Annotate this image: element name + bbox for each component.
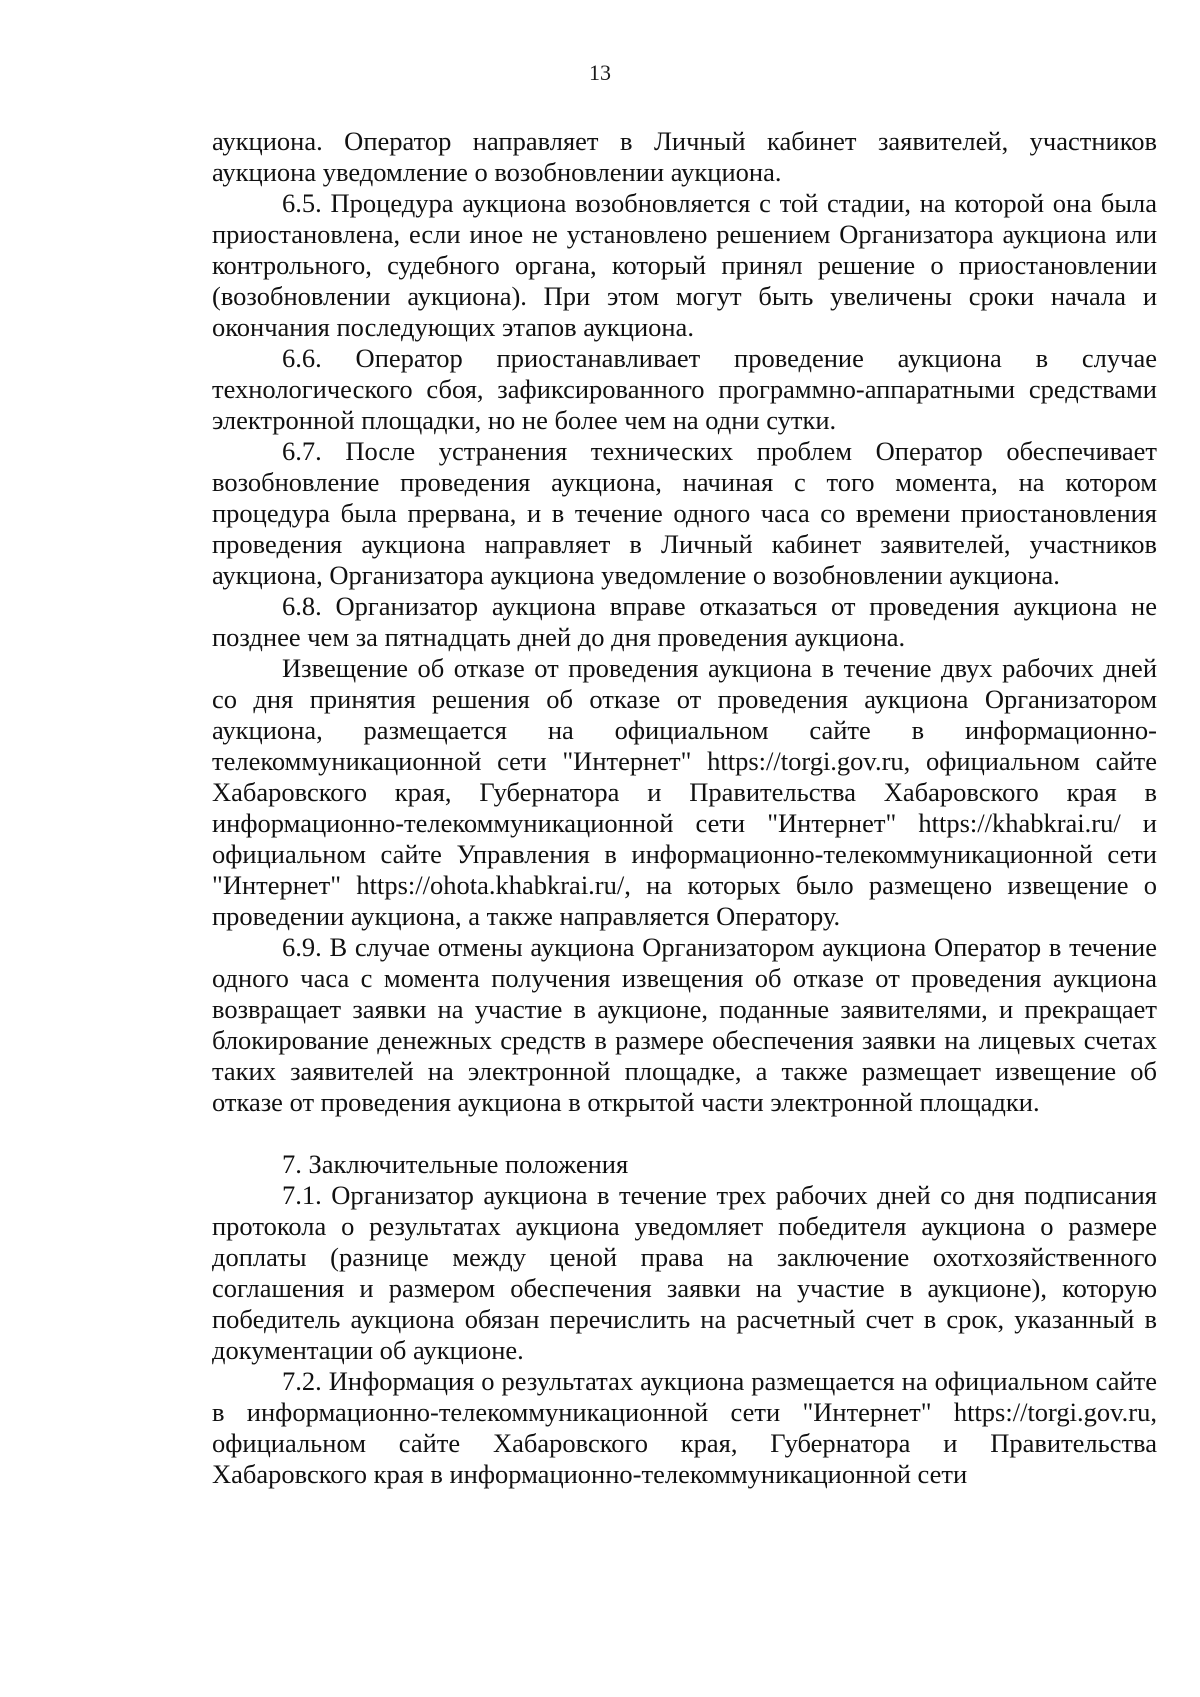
paragraph-6-5: 6.5. Процедура аукциона возобновляется с той стадии, на которой она была приостановлена, если иное не установлено решением Организатора аукциона или контрольного, судебного органа, который принял решение о приостановлении (возобновлении аукциона). При этом могут быть увеличены сроки начала и окончания последующих этапов аукциона. xyxy=(212,188,1157,342)
paragraph-6-8: 6.8. Организатор аукциона вправе отказаться от проведения аукциона не позднее чем за пятнадцать дней до дня проведения аукциона. xyxy=(212,591,1157,652)
paragraph-7-1: 7.1. Организатор аукциона в течение трех рабочих дней со дня подписания протокола о результатах аукциона уведомляет победителя аукциона о размере доплаты (разнице между ценой права на заключение охотхозяйственного соглашения и размером обеспечения заявки на участие в аукционе), которую победитель аукциона обязан перечислить на расчетный счет в срок, указанный в документации об аукционе. xyxy=(212,1180,1157,1365)
paragraph-6-6: 6.6. Оператор приостанавливает проведение аукциона в случае технологического сбоя, зафиксированного программно-аппаратными средствами электронной площадки, но не более чем на одни сутки. xyxy=(212,343,1157,435)
page-number: 13 xyxy=(589,60,611,85)
paragraph-continuation: аукциона. Оператор направляет в Личный кабинет заявителей, участников аукциона уведомление о возобновлении аукциона. xyxy=(212,126,1157,187)
paragraph-6-7: 6.7. После устранения технических проблем Оператор обеспечивает возобновление проведения аукциона, начиная с того момента, на котором процедура была прервана, и в течение одного часа со времени приостановления проведения аукциона направляет в Личный кабинет заявителей, участников аукциона, Организатора аукциона уведомление о возобновлении аукциона. xyxy=(212,436,1157,590)
section-heading: 7. Заключительные положения xyxy=(282,1149,629,1179)
paragraph-notice: Извещение об отказе от проведения аукциона в течение двух рабочих дней со дня принятия решения об отказе от проведения аукциона Организатором аукциона, размещается на официальном сайте в информационно-телекоммуникационной сети "Интернет" https://torgi.gov.ru, официальном сайте Хабаровского края, Губернатора и Правительства Хабаровского края в информационно-телекоммуникационной сети "Интернет" https://khabkrai.ru/ и официальном сайте Управления в информационно-телекоммуникационной сети "Интернет" https://ohota.khabkrai.ru/, на которых было размещено извещение о проведении аукциона, а также направляется Оператору. xyxy=(212,653,1157,931)
paragraph-7-2: 7.2. Информация о результатах аукциона размещается на официальном сайте в информационно-телекоммуникационной сети "Интернет" https://torgi.gov.ru, официальном сайте Хабаровского края, Губернатора и Правительства Хабаровского края в информационно-телекоммуникационной сети xyxy=(212,1366,1157,1489)
document-body xyxy=(212,126,1157,1490)
paragraph-6-9: 6.9. В случае отмены аукциона Организатором аукциона Оператор в течение одного часа с момента получения извещения об отказе от проведения аукциона возвращает заявки на участие в аукционе, поданные заявителями, и прекращает блокирование денежных средств в размере обеспечения заявки на лицевых счетах таких заявителей на электронной площадке, а также размещает извещение об отказе от проведения аукциона в открытой части электронной площадки. xyxy=(212,932,1157,1117)
